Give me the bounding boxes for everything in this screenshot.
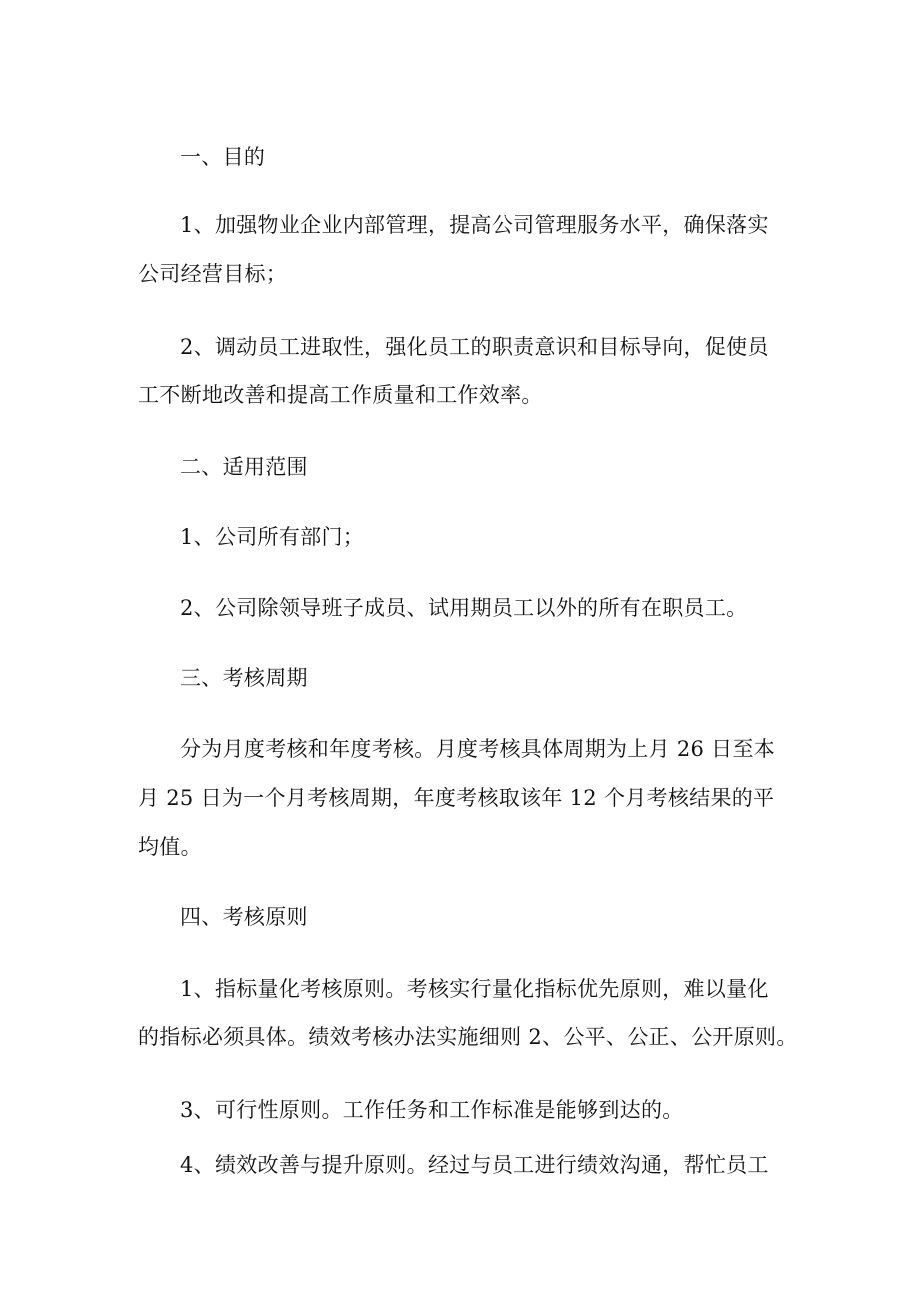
paragraph-line: 4、绩效改善与提升原则。经过与员工进行绩效沟通，帮忙员工 <box>180 1153 769 1177</box>
section-heading-scope: 二、适用范围 <box>180 455 308 479</box>
paragraph-line: 2、调动员工进取性，强化员工的职责意识和目标导向，促使员 <box>180 335 769 359</box>
section-heading-principles: 四、考核原则 <box>180 905 308 929</box>
paragraph-line: 1、公司所有部门； <box>180 525 365 549</box>
paragraph-line: 的指标必须具体。绩效考核办法实施细则 2、公平、公正、公开原则。 <box>138 1025 798 1049</box>
paragraph-line: 工不断地改善和提高工作质量和工作效率。 <box>138 383 543 407</box>
paragraph-line: 分为月度考核和年度考核。月度考核具体周期为上月 26 日至本 <box>180 737 776 761</box>
paragraph-line: 均值。 <box>138 835 202 859</box>
paragraph-line: 2、公司除领导班子成员、试用期员工以外的所有在职员工。 <box>180 596 748 620</box>
paragraph-line: 1、指标量化考核原则。考核实行量化指标优先原则，难以量化 <box>180 977 769 1001</box>
paragraph-line: 1、加强物业企业内部管理，提高公司管理服务水平，确保落实 <box>180 213 769 237</box>
paragraph-line: 公司经营目标； <box>138 262 288 286</box>
paragraph-line: 月 25 日为一个月考核周期，年度考核取该年 12 个月考核结果的平 <box>138 786 775 810</box>
section-heading-cycle: 三、考核周期 <box>180 666 308 690</box>
paragraph-line: 3、可行性原则。工作任务和工作标准是能够到达的。 <box>180 1098 684 1122</box>
section-heading-purpose: 一、目的 <box>180 145 266 169</box>
